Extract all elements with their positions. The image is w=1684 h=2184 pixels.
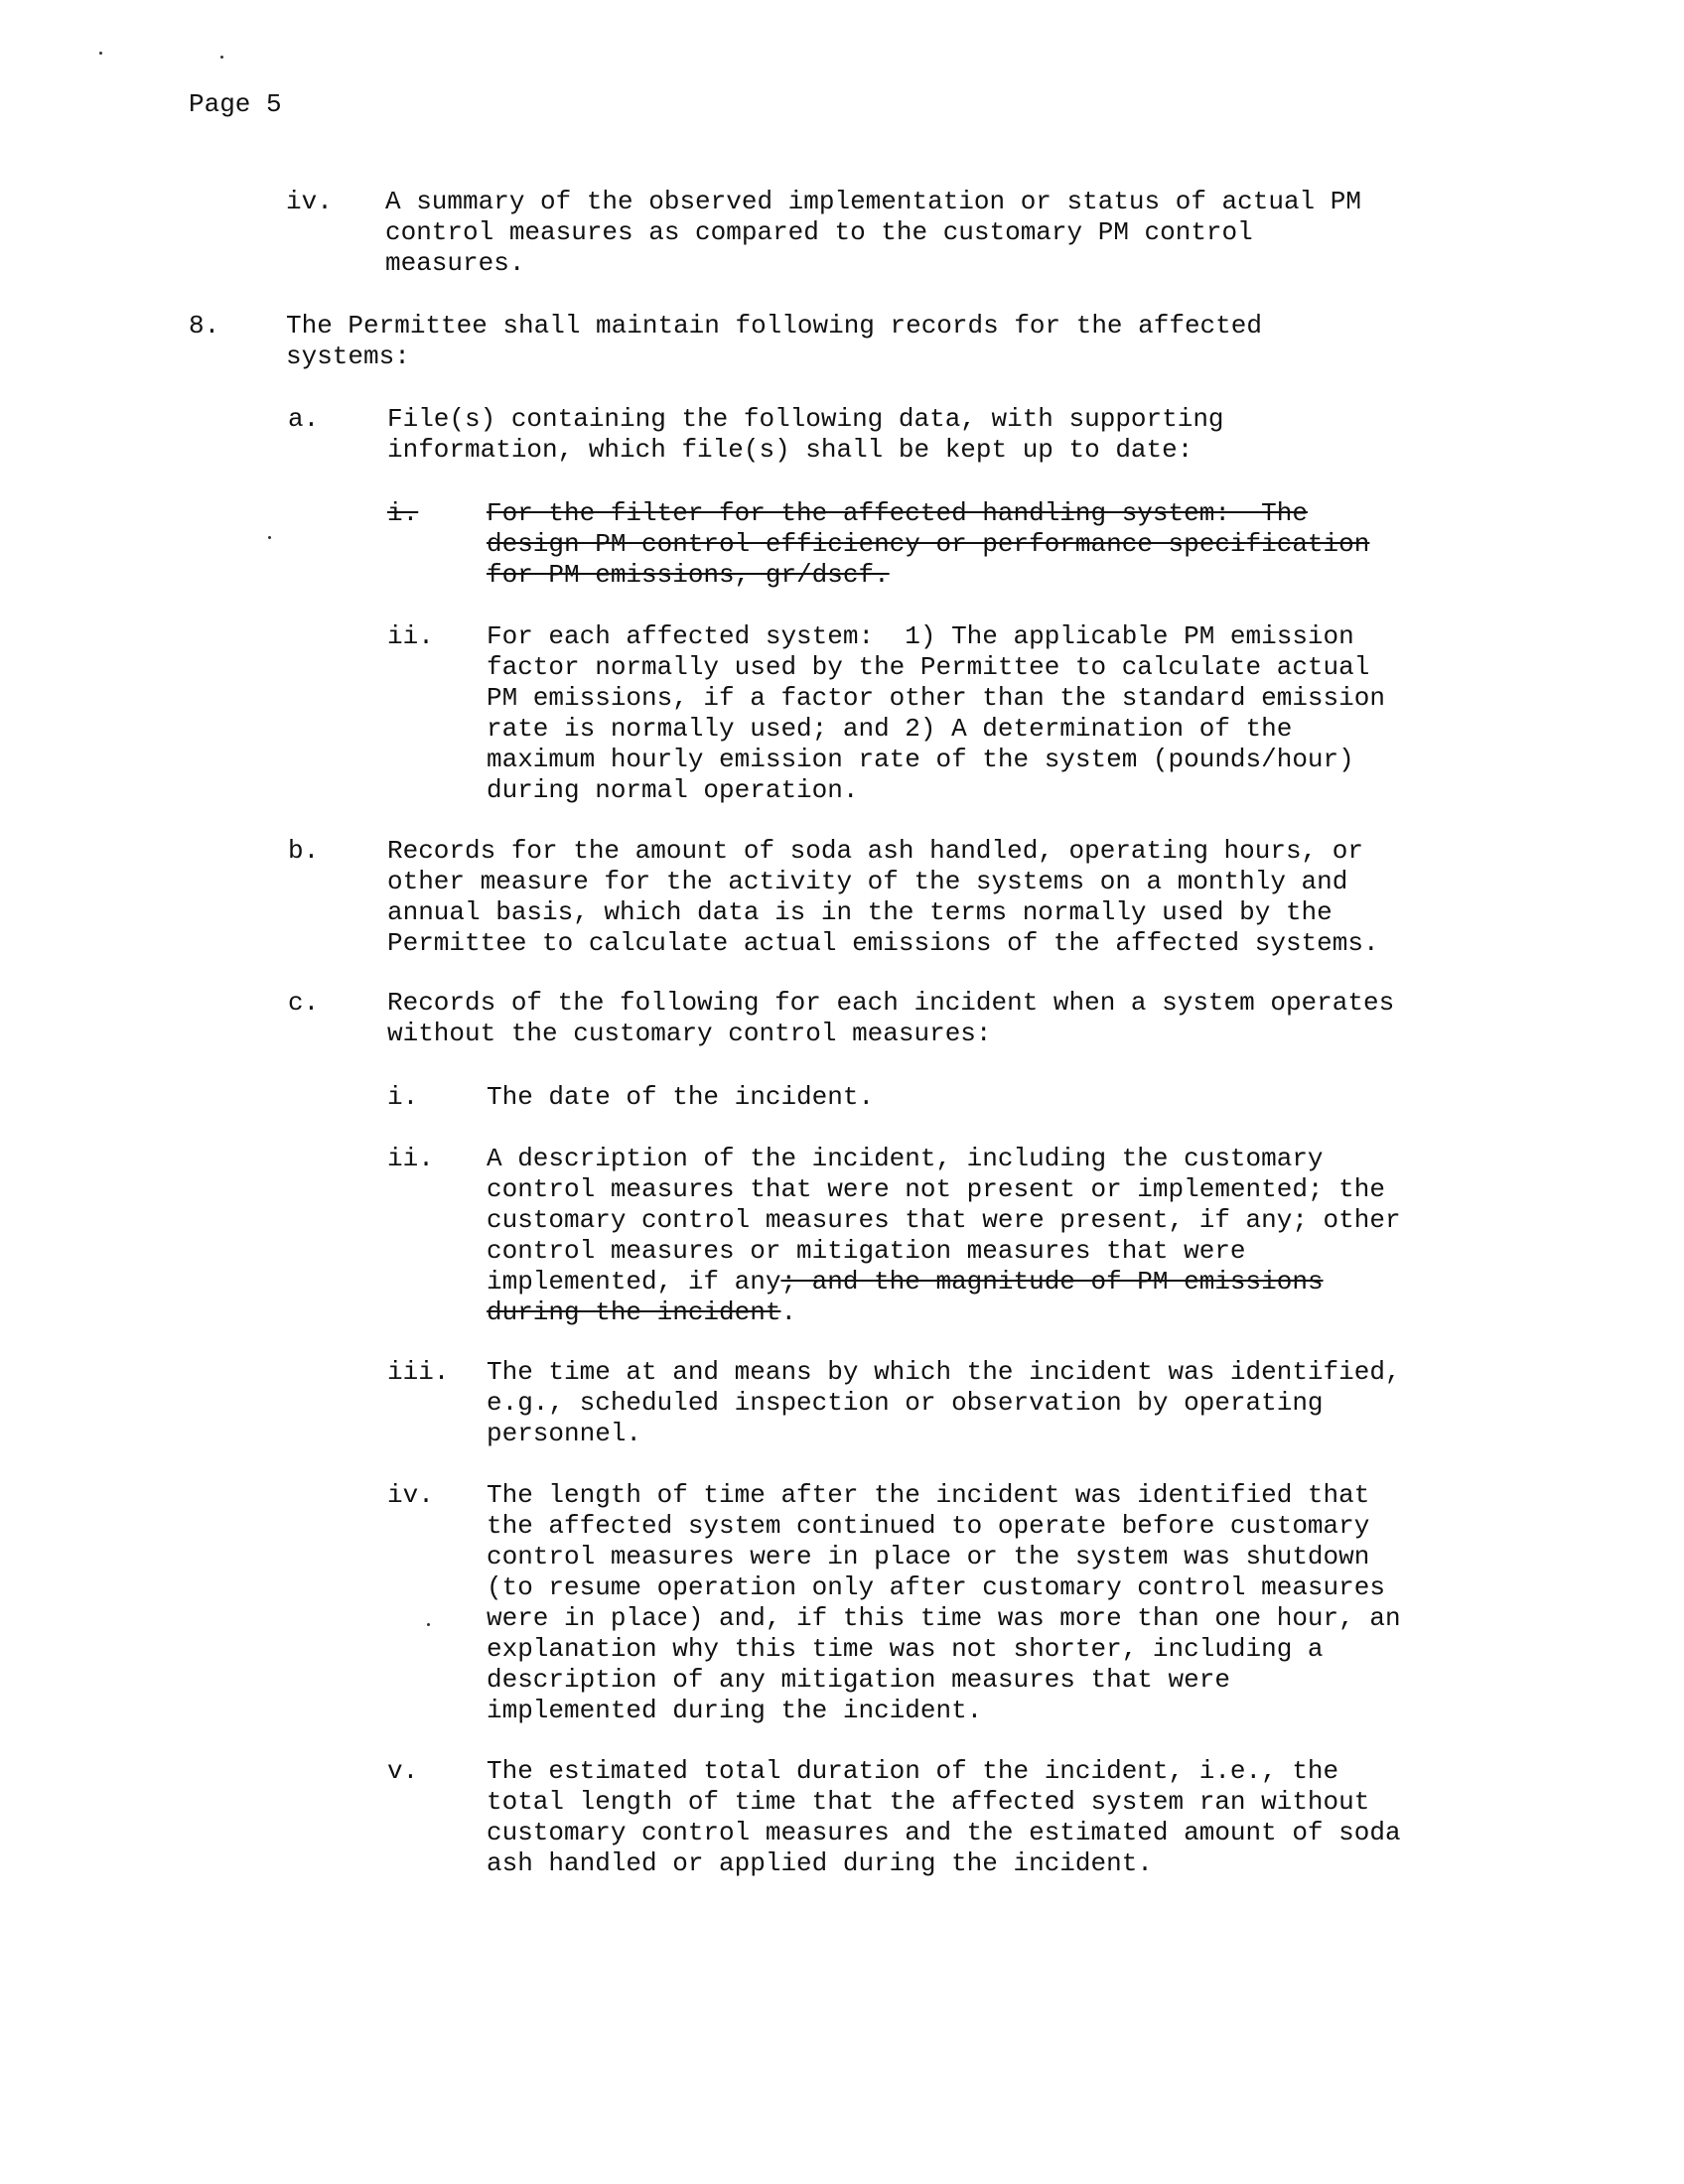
item-text: Records of the following for each incident when a system operates without the customary control measures: bbox=[387, 988, 1395, 1048]
list-item-c-iii bbox=[0, 1357, 1684, 1456]
item-label: i. bbox=[387, 1082, 419, 1112]
list-item-iv-summary bbox=[0, 187, 1684, 286]
item-label: b. bbox=[288, 836, 320, 866]
list-item-a-i-struck bbox=[0, 498, 1684, 598]
item-text: The length of time after the incident was identified that the affected system continued to operate before customary control measures were in place or the system was shutdown (to resume operation only after customary control measures were in place) and, if this time was more than one hour, an explanation why this time was not shorter, including a description of any mitigation measures that were implemented during the incident. bbox=[487, 1480, 1401, 1725]
list-item-c-iv bbox=[0, 1480, 1684, 1733]
item-text bbox=[487, 1144, 1401, 1328]
item-text: The time at and means by which the incident was identified, e.g., scheduled inspection or observation by operating personnel. bbox=[487, 1357, 1401, 1448]
item-label: ii. bbox=[387, 621, 434, 651]
item-label: a. bbox=[288, 404, 320, 434]
subsection-b bbox=[0, 836, 1684, 965]
item-text: For the filter for the affected handling system: The design PM control efficiency or performance specification for PM emissions, gr/dscf. bbox=[487, 498, 1370, 590]
item-label: v. bbox=[387, 1756, 419, 1786]
list-item-c-ii bbox=[0, 1144, 1684, 1332]
scan-speck bbox=[99, 52, 102, 55]
item-label: 8. bbox=[189, 311, 220, 341]
item-text-tail: . bbox=[780, 1297, 797, 1327]
item-text: Records for the amount of soda ash handled, operating hours, or other measure for the activity of the systems on a monthly and annual basis, which data is in the terms normally used by the Permittee to calculate actual emissions of the affected systems. bbox=[387, 836, 1379, 958]
subsection-c bbox=[0, 988, 1684, 1057]
item-label: i. bbox=[387, 498, 419, 528]
list-item-c-i bbox=[0, 1082, 1684, 1122]
item-label: ii. bbox=[387, 1144, 434, 1173]
section-8 bbox=[0, 311, 1684, 380]
page-number: Page 5 bbox=[189, 89, 282, 119]
list-item-a-ii bbox=[0, 621, 1684, 810]
item-text: A summary of the observed implementation or status of actual PM control measures as compared to the customary PM control measures. bbox=[385, 187, 1361, 278]
item-label: iv. bbox=[286, 187, 333, 216]
item-label: iv. bbox=[387, 1480, 434, 1510]
item-text: The estimated total duration of the incident, i.e., the total length of time that the affected system ran without customary control measures and the estimated amount of soda ash handled or applied during the incident. bbox=[487, 1756, 1401, 1878]
item-label: c. bbox=[288, 988, 320, 1018]
item-text-kept: A description of the incident, including the customary control measures that were not present or implemented; the customary control measures that were present, if any; other control measures or mitigation measures that were implemented, if any bbox=[487, 1144, 1401, 1297]
item-text: File(s) containing the following data, with supporting information, which file(s) shall be kept up to date: bbox=[387, 404, 1224, 465]
item-label: iii. bbox=[387, 1357, 450, 1387]
item-text: The date of the incident. bbox=[487, 1082, 875, 1112]
item-text: The Permittee shall maintain following records for the affected systems: bbox=[286, 311, 1262, 371]
subsection-a bbox=[0, 404, 1684, 474]
list-item-c-v bbox=[0, 1756, 1684, 1885]
item-text-struck: ; and the magnitude of PM emissions during the incident bbox=[487, 1267, 1324, 1327]
item-text: For each affected system: 1) The applicable PM emission factor normally used by the Permittee to calculate actual PM emissions, if a factor other than the standard emission rate is normally used; and 2) A determination of the maximum hourly emission rate of the system (pounds/hour) during normal operation. bbox=[487, 621, 1385, 805]
scan-speck bbox=[220, 56, 223, 59]
